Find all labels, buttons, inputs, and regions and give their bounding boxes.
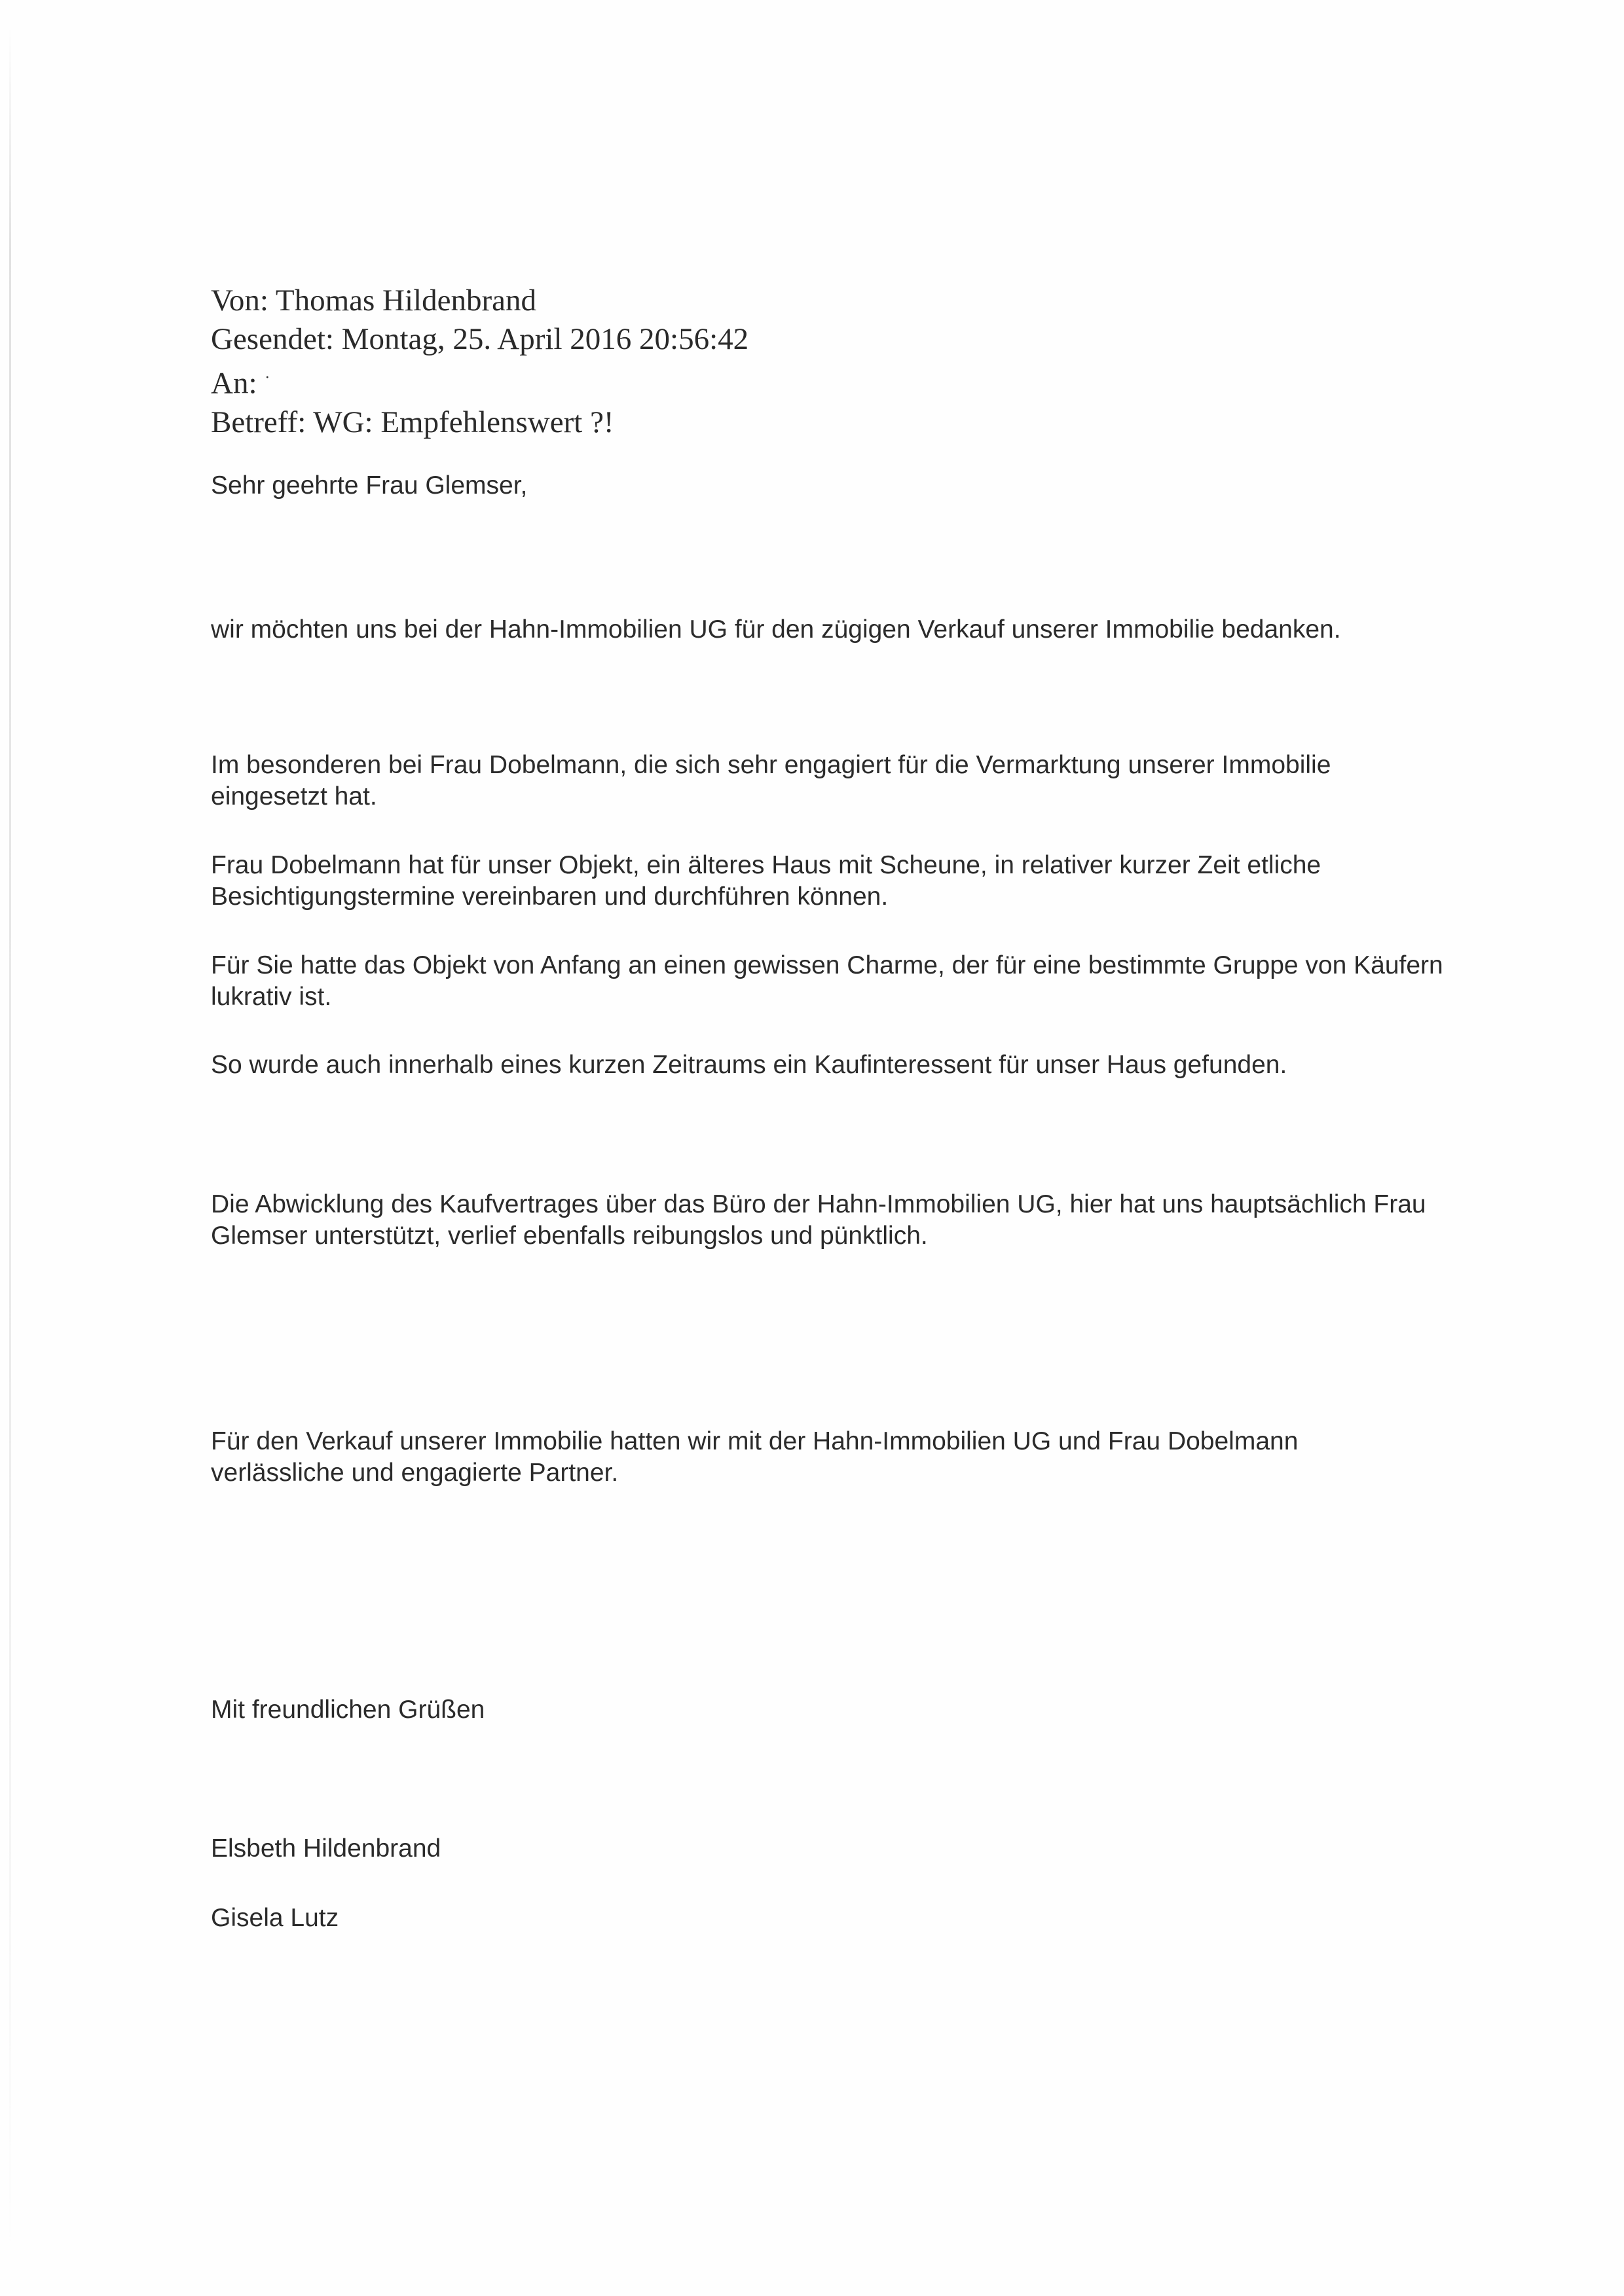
signatory-name: Gisela Lutz [211,1904,339,1932]
signatory-1 [211,1833,1488,1865]
subject-label: Betreff: [211,405,306,439]
paragraph-1 [211,614,1488,646]
sent-value: Montag, 25. April 2016 20:56:42 [341,322,749,356]
paragraph-5 [211,1049,1488,1081]
to-label: An: [211,366,257,401]
paragraph-4 [211,950,1455,1013]
closing-text: Mit freundlichen Grüßen [211,1696,485,1724]
to-value: · [265,369,270,386]
paragraph-6 [211,1189,1488,1252]
paragraph-text: wir möchten uns bei der Hahn-Immobilien UG für den zügigen Verkauf unserer Immobilie bedanken. [211,615,1341,644]
paragraph-7 [211,1426,1390,1489]
from-line [211,282,1455,320]
paragraph-text: Im besonderen bei Frau Dobelmann, die sich sehr engagiert für die Vermarktung unserer Immobilie eingesetzt hat. [211,751,1331,811]
from-label: Von: [211,283,268,318]
subject-line [211,403,1455,442]
email-header [211,282,1455,442]
signatory-name: Elsbeth Hildenbrand [211,1834,441,1863]
paragraph-2 [211,750,1442,812]
signatory-2 [211,1903,1488,1934]
subject-value: WG: Empfehlenswert ?! [313,405,614,439]
salutation-text: Sehr geehrte Frau Glemser, [211,471,528,500]
paragraph-text: Die Abwicklung des Kaufvertrages über das Büro der Hahn-Immobilien UG, hier hat uns hauptsächlich Frau Glemser unterstützt, verlief ebenfalls reibungslos und pünktlich. [211,1190,1426,1250]
paragraph-text: So wurde auch innerhalb eines kurzen Zeitraums ein Kaufinteressent für unser Haus gefunden. [211,1051,1287,1079]
paragraph-text: Frau Dobelmann hat für unser Objekt, ein älteres Haus mit Scheune, in relativer kurzer Zeit etliche Besichtigungstermine vereinbaren und durchführen können. [211,851,1321,911]
sent-label: Gesendet: [211,322,334,356]
paragraph-text: Für Sie hatte das Objekt von Anfang an einen gewissen Charme, der für eine bestimmte Gruppe von Käufern lukrativ ist. [211,951,1443,1011]
sent-line [211,320,1455,359]
closing [211,1694,1488,1726]
salutation [211,470,1488,501]
scan-edge-shadow [9,26,11,2265]
from-value: Thomas Hildenbrand [275,283,536,318]
to-line [211,359,1455,403]
paragraph-text: Für den Verkauf unserer Immobilie hatten wir mit der Hahn-Immobilien UG und Frau Dobelmann verlässliche und engagierte Partner. [211,1427,1299,1487]
paragraph-3 [211,850,1442,913]
